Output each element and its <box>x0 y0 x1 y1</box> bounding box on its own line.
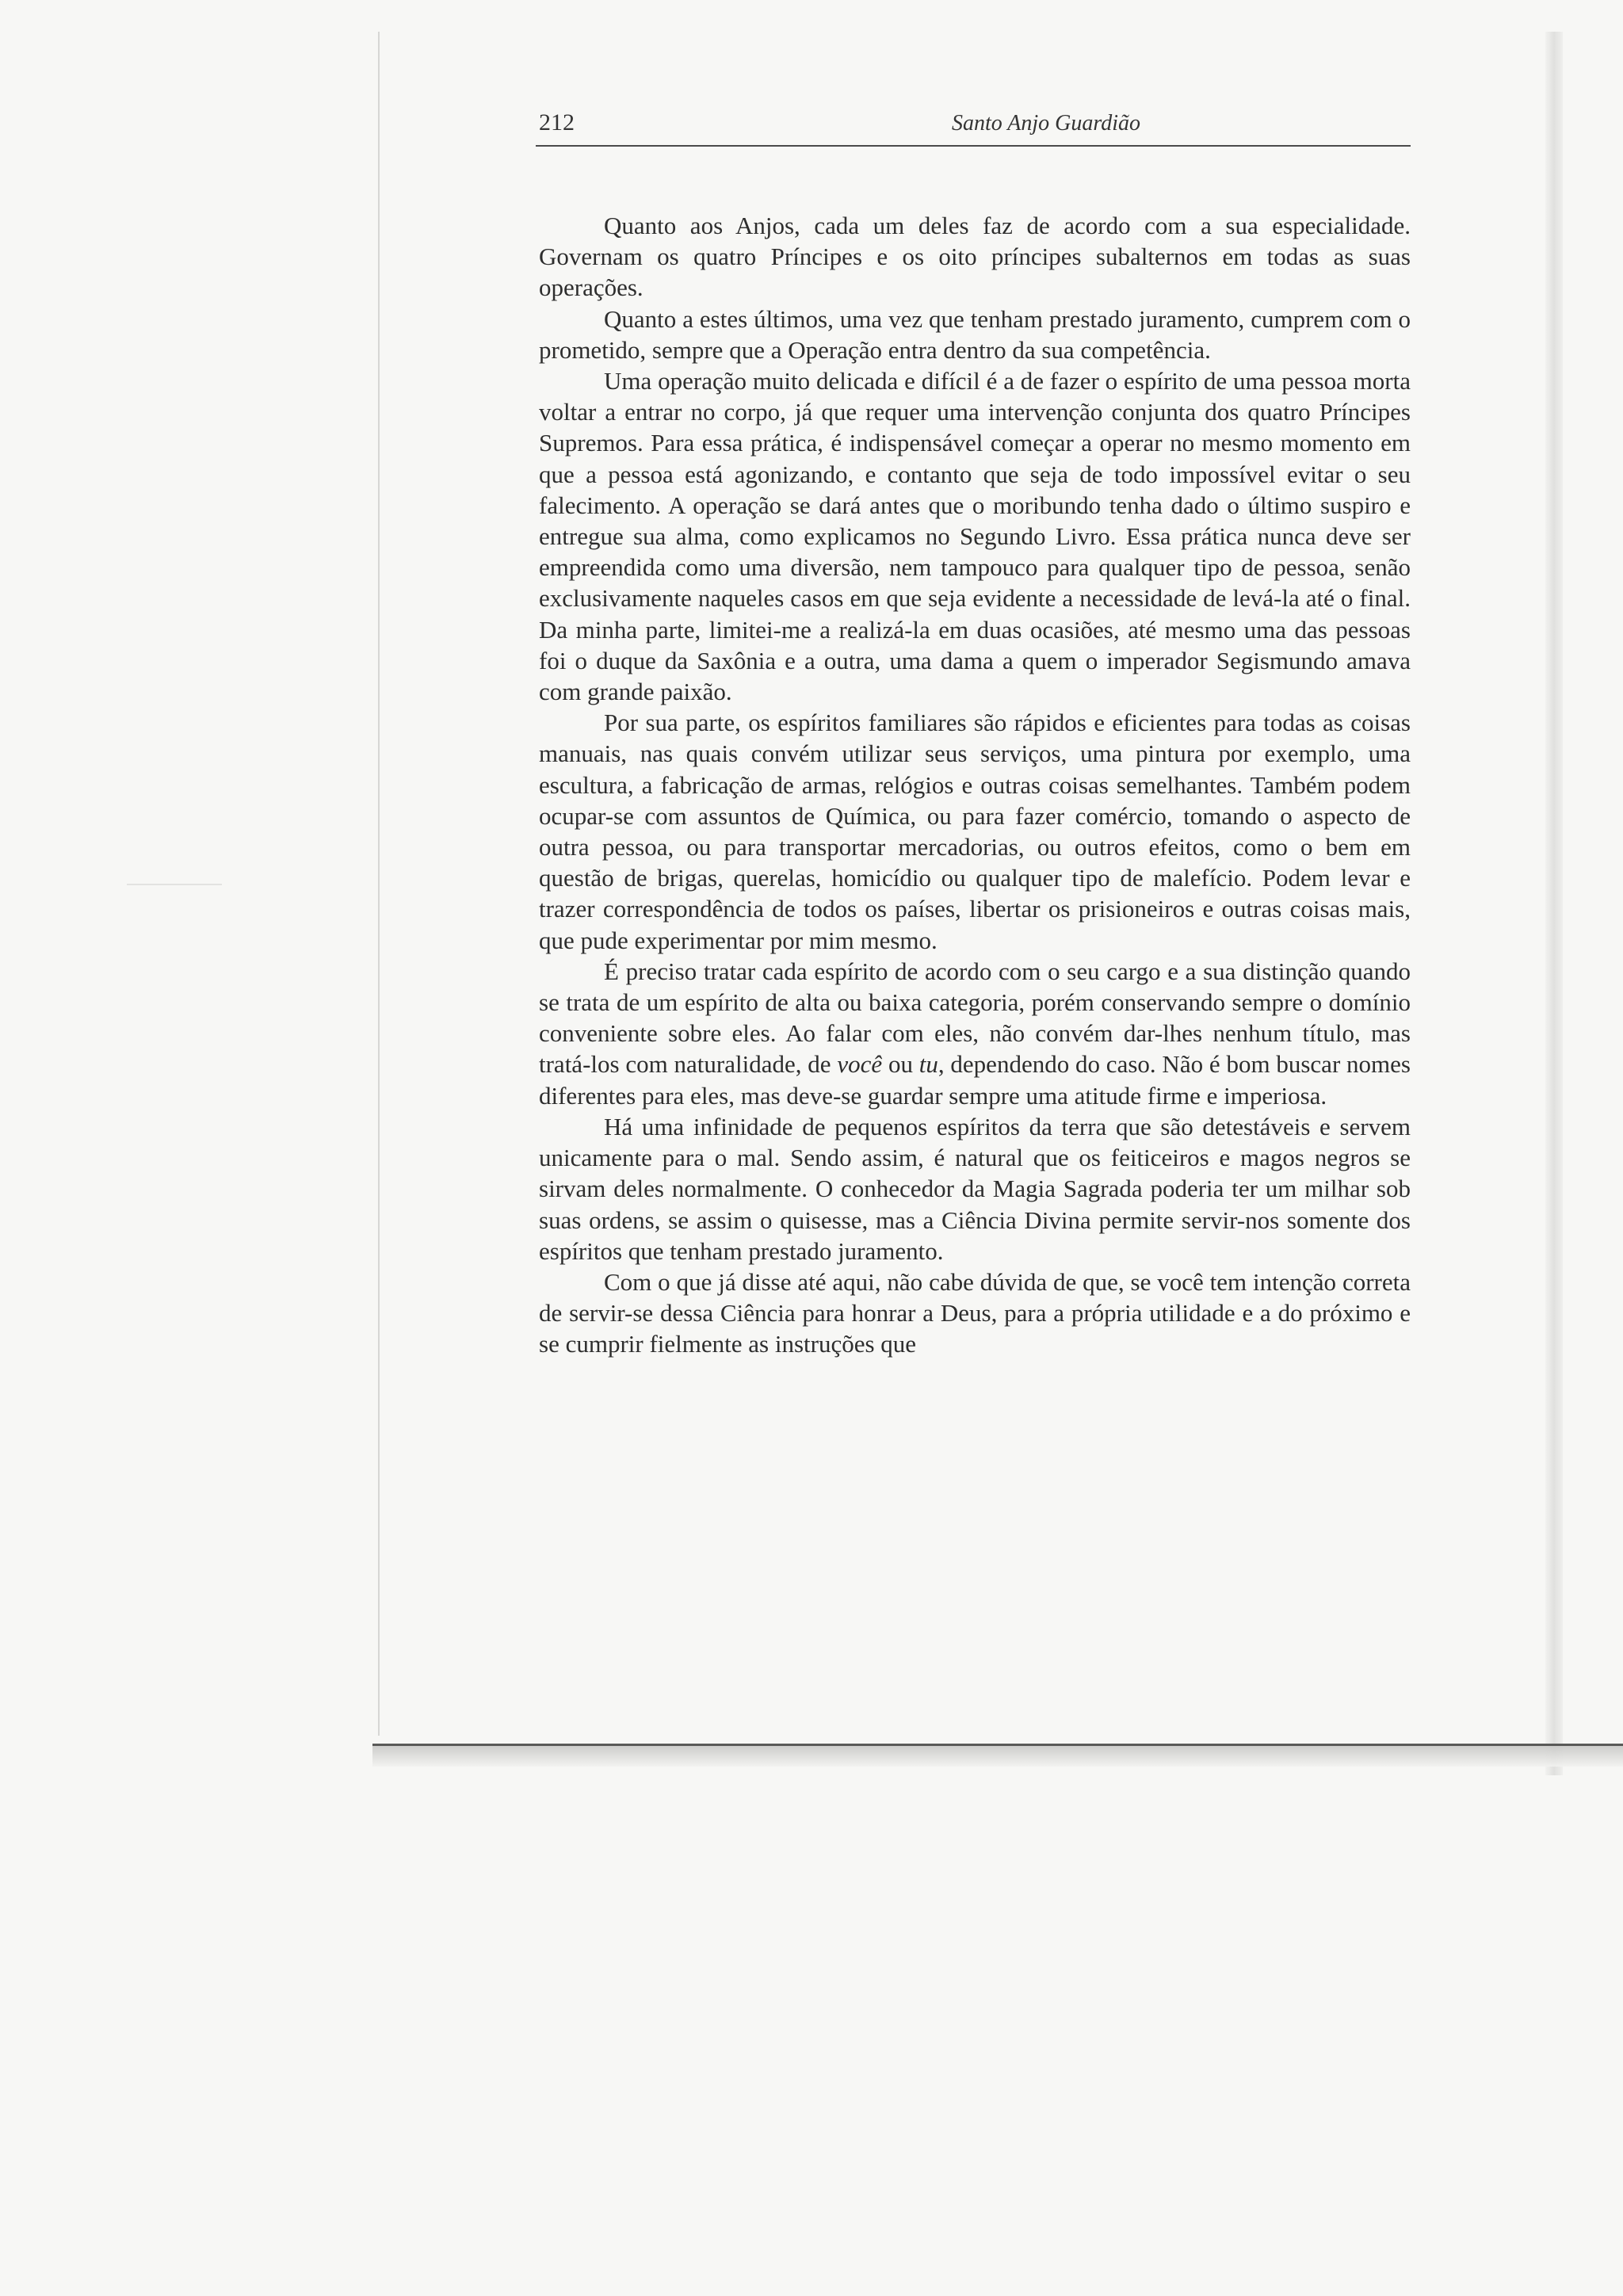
italic-term: você <box>837 1050 883 1079</box>
body-text <box>539 210 1411 1360</box>
scan-artifact-mark <box>127 884 222 885</box>
scan-shadow-bottom <box>372 1746 1623 1767</box>
paragraph: Com o que já disse até aqui, não cabe dúvida de que, se você tem intenção correta de servir-se dessa Ciência para honrar a Deus, para a própria utilidade e a do próximo e se cumprir fielmente as instruções que <box>539 1267 1411 1358</box>
scan-page-edge-right <box>1545 32 1563 1775</box>
paragraph: Quanto a estes últimos, uma vez que tenham prestado juramento, cumprem com o prometido, sempre que a Operação entra dentro da sua competência. <box>539 304 1411 364</box>
paragraph-text: , dependendo do caso. Não é bom buscar nomes diferentes para eles, mas deve-se guardar sempre uma atitude firme e imperiosa. <box>539 1050 1411 1110</box>
header-rule <box>536 145 1411 147</box>
paragraph: Por sua parte, os espíritos familiares são rápidos e eficientes para todas as coisas manuais, nas quais convém utilizar seus serviços, uma pintura por exemplo, uma escultura, a fabricação de armas, relógios e outras coisas semelhantes. Também podem ocupar-se com assuntos de Química, ou para fazer comércio, tomando o aspecto de outra pessoa, ou para transportar mercadorias, ou outros efeitos, como o bem em questão de brigas, querelas, homicídio ou qualquer tipo de malefício. Podem levar e trazer correspondência de todos os países, libertar os prisioneiros e outras coisas mais, que pude experimentar por mim mesmo. <box>539 709 1411 954</box>
paragraph: Há uma infinidade de pequenos espíritos da terra que são detestáveis e servem unicamente para o mal. Sendo assim, é natural que os feiticeiros e magos negros se sirvam deles normalmente. O conhecedor da Magia Sagrada poderia ter um milhar sob suas ordens, se assim o quisesse, mas a Ciência Divina permite servir-nos somente dos espíritos que tenham prestado juramento. <box>539 1112 1411 1265</box>
page-number: 212 <box>539 109 575 136</box>
italic-term: tu <box>918 1050 938 1079</box>
paragraph <box>539 956 1411 1111</box>
paragraph-text: É preciso tratar cada espírito de acordo com o seu cargo e a sua distinção quando se trata de um espírito de alta ou baixa categoria, porém conservando sempre o domínio conveniente sobre eles. Ao falar com eles, não convém dar-lhes nenhum título, mas tratá-los com naturalidade, de <box>539 957 1411 1079</box>
scan-page-edge-left <box>378 32 380 1736</box>
paragraph: Uma operação muito delicada e difícil é a de fazer o espírito de uma pessoa morta voltar a entrar no corpo, já que requer uma intervenção conjunta dos quatro Príncipes Supremos. Para essa prática, é indispensável começar a operar no mesmo momento em que a pessoa está agonizando, e contanto que seja de todo impossível evitar o seu falecimento. A operação se dará antes que o moribundo tenha dado o último suspiro e entregue sua alma, como explicamos no Segundo Livro. Essa prática nunca deve ser empreendida como uma diversão, nem tampouco para qualquer tipo de pessoa, senão exclusivamente naqueles casos em que seja evidente a necessidade de levá-la até o final. Da minha parte, limitei-me a realizá-la em duas ocasiões, até mesmo uma das pessoas foi o duque da Saxônia e a outra, uma dama a quem o imperador Segismundo amava com grande paixão. <box>539 367 1411 706</box>
paragraph: Quanto aos Anjos, cada um deles faz de acordo com a sua especialidade. Governam os quatro Príncipes e os oito príncipes subalternos em todas as suas operações. <box>539 212 1411 302</box>
running-title: Santo Anjo Guardião <box>951 111 1140 136</box>
paragraph-text: ou <box>882 1050 919 1079</box>
running-head <box>539 109 1411 141</box>
